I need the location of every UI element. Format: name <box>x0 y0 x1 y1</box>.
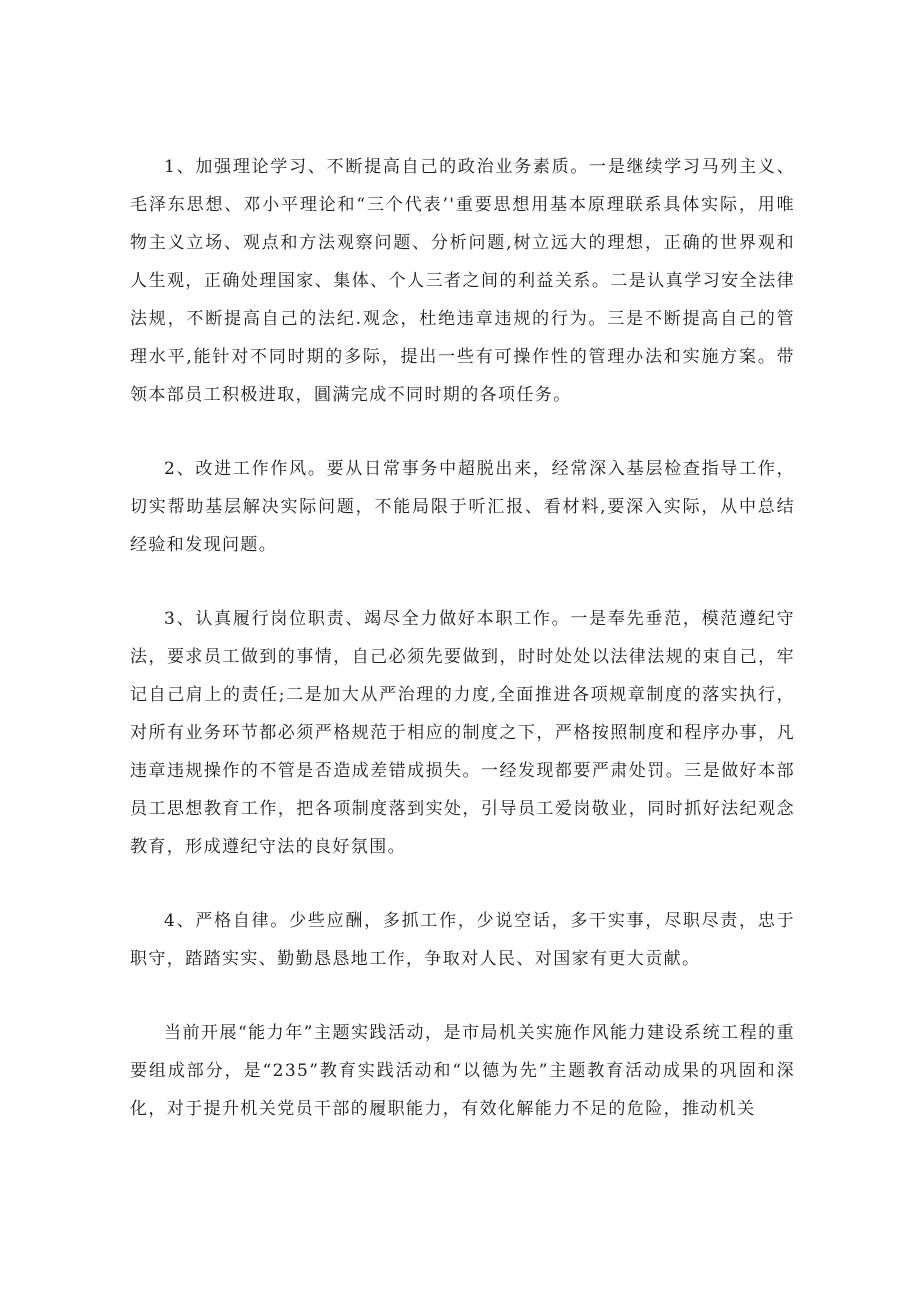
document-body <box>130 148 795 1128</box>
paragraph-4: 4、严格自律。少些应酬，多抓工作，少说空话，多干实事，尽职尽责，忠于职守，踏踏实实、勤勤恳恳地工作，争取对人民、对国家有更大贡献。 <box>130 911 795 969</box>
paragraph-1: 1、加强理论学习、不断提高自己的政治业务素质。一是继续学习马列主义、毛泽东思想、邓小平理论和“三个代表’'重要思想用基本原理联系具体实际，用唯物主义立场、观点和方法观察问题、分析问题,树立远大的理想，正确的世界观和人生观，正确处理国家、集体、个人三者之间的利益关系。二是认真学习安全法律法规，不断提高自己的法纪.观念，杜绝违章违规的行为。三是不断提高自己的管理水平,能针对不同时期的多际，提出一些有可操作性的管理办法和实施方案。带领本部员工积极进取，圓满完成不同时期的各项任务。 <box>130 157 795 405</box>
paragraph-3: 3、认真履行岗位职责、竭尽全力做好本职工作。一是奉先垂范，模范遵纪守法，要求员工做到的事情，自己必须先要做到，时时处处以法律法规的束自己，牢记自己肩上的责任;二是加大从严治理的力度,全面推进各项规章制度的落实执行，对所有业务环节都必须严格规范于相应的制度之下，严格按照制度和程序办事，凡违章违规操作的不管是否造成差错成损失。一经发现都要严肃处罚。三是做好本部员工思想教育工作，把各项制度落到实处，引导员工爱岗敬业，同时抓好法纪观念教育，形成遵纪守法的良好氛围。 <box>130 609 795 857</box>
paragraph-2: 2、改进工作作风。要从日常事务中超脱出来，经常深入基层检查指导工作，切实帮助基层解决实际问题，不能局限于听汇报、看材料,要深入实际，从中总结经验和发现问题。 <box>130 459 795 555</box>
paragraph-5: 当前开展“能力年”主题实践活动，是市局机关实施作风能力建设系统工程的重要组成部分，是“235”教育实践活动和“以德为先”主题教育活动成果的巩固和深化，对于提升机关党员干部的履职能力，有效化解能力不足的危险，推动机关 <box>130 1023 795 1119</box>
